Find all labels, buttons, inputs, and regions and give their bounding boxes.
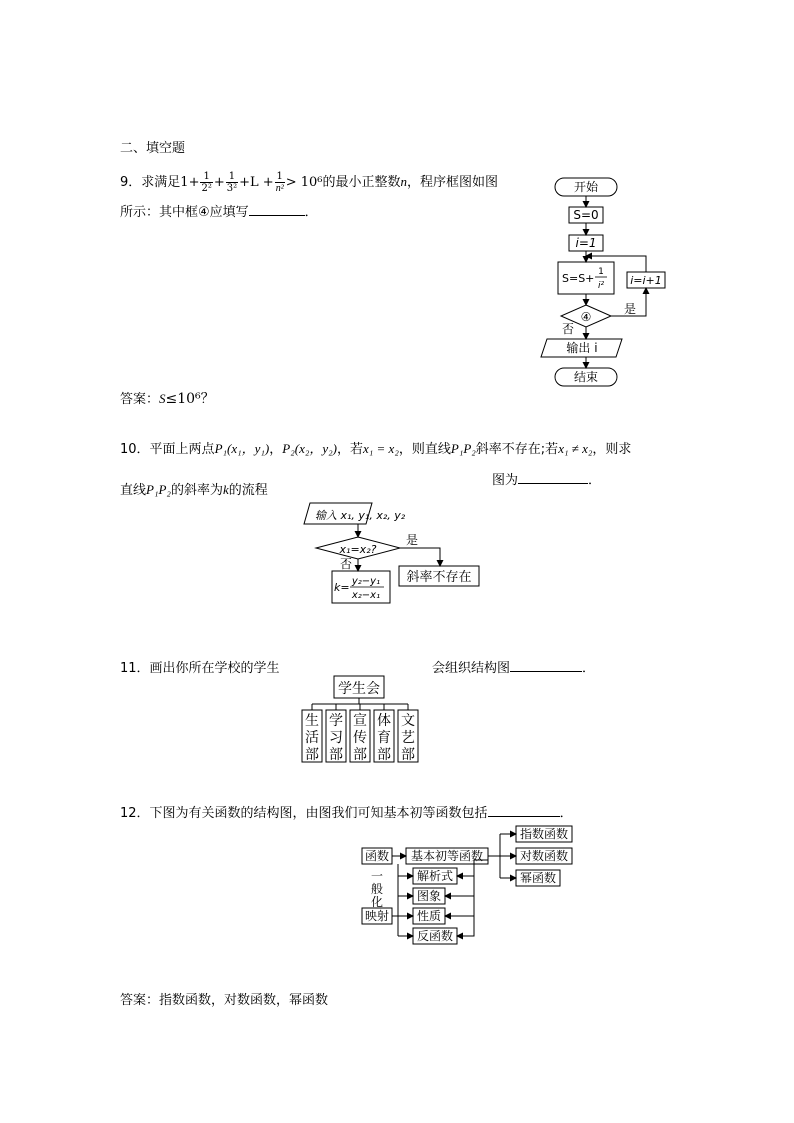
q11-number: 11． — [120, 661, 150, 676]
q12-answer-text: 指数函数，对数函数，幂函数 — [159, 993, 329, 1008]
q10-flow-k-num: y₂−y₁ — [351, 576, 381, 587]
q9-expr-1: 1+ — [180, 175, 200, 190]
q11-line1 — [120, 660, 280, 678]
q10-line-name: P₁P₂ — [450, 441, 476, 456]
q9-flow-incr: i=i+1 — [630, 274, 662, 287]
q12-general-1: 般 — [370, 882, 384, 896]
q12-analytic-box — [413, 868, 457, 884]
q9-plus2: +L + — [239, 175, 274, 190]
q10-line1 — [120, 440, 631, 459]
q10-comma: ， — [269, 442, 283, 457]
q12-func: 函数 — [364, 849, 390, 863]
q10-flow-no: 否 — [340, 557, 353, 571]
q9-flow-output-label: 输出 i — [566, 341, 598, 355]
q9-flow-s0-box — [569, 207, 603, 223]
section-title: 二、填空题 — [120, 141, 186, 156]
q11-child-0-1: 活 — [305, 730, 319, 746]
q12-number: 12． — [120, 806, 150, 821]
q11-child-0-2: 部 — [305, 747, 319, 763]
q9-flow-s0: S=0 — [573, 208, 599, 222]
q11-child-4-2: 部 — [401, 747, 415, 763]
q11-end: ． — [582, 661, 596, 676]
q12-mapping-box — [362, 908, 392, 924]
q9-flow-update-num: 1 — [598, 267, 604, 277]
q10-line2-b: P₁P₂ — [146, 482, 171, 497]
q12-log: 对数函数 — [519, 849, 569, 863]
q12-answer-blank[interactable] — [488, 816, 560, 817]
q10-flow-yes: 是 — [406, 533, 419, 547]
q12-text: 下图为有关函数的结构图，由图我们可知基本初等函数包括 — [149, 806, 488, 821]
q9-ineq: > 10⁶ — [285, 175, 323, 190]
q12-exp-box — [516, 826, 572, 842]
q11-child-2-1: 传 — [353, 730, 367, 746]
q10-flow-input — [304, 503, 372, 524]
q9-answer-rest: ≤10⁶？ — [165, 391, 215, 407]
q10-line2-tail — [492, 472, 601, 490]
q12-inverse: 反函数 — [416, 929, 454, 943]
q9-flow-start-box — [555, 178, 617, 196]
q9-flow-end-box — [555, 368, 617, 386]
q12-answer — [120, 992, 328, 1010]
q9-flow-update-den: i² — [597, 281, 605, 291]
q12-property: 性质 — [416, 909, 442, 923]
q11-child-0-0: 生 — [305, 713, 319, 729]
q10-p1: P₁(x₁，y₁) — [214, 441, 270, 456]
q9-number: 9． — [120, 175, 142, 190]
q9-flow-no: 否 — [562, 322, 575, 336]
q12-general-2: 化 — [370, 895, 384, 909]
q11-child-3-0: 体 — [377, 713, 391, 729]
q10-p2: P₂(x₂，y₂) — [282, 441, 337, 456]
q11-child-box-0 — [302, 710, 322, 762]
q10-cond2: x₁ ≠ x₂ — [558, 441, 593, 456]
q9-frac3: $\frac{1}{\text{n²}}$ — [275, 171, 284, 194]
q9-line2-end: ． — [304, 205, 318, 220]
q12-exp: 指数函数 — [519, 827, 569, 841]
q10-line2-k: k — [222, 482, 229, 497]
q11-child-1-0: 学 — [329, 713, 343, 729]
q11-text2: 会组织结构图 — [432, 661, 511, 676]
q9-line1 — [120, 170, 498, 195]
q9-flow-i1-box — [569, 235, 603, 251]
q11-child-1-1: 习 — [329, 730, 343, 746]
q10-text5: ，则求 — [592, 442, 632, 457]
q12-power: 幂函数 — [519, 871, 557, 885]
q11-child-2-2: 部 — [353, 747, 367, 763]
q9-answer-label: 答案： — [120, 392, 160, 407]
q10-text3: ，则直线 — [398, 442, 451, 457]
q11-child-3-2: 部 — [377, 747, 391, 763]
q12-func-box — [362, 848, 392, 864]
q11-child-box-4 — [398, 710, 418, 762]
q9-prefix: 求满足 — [141, 175, 181, 190]
q12-end: ． — [559, 806, 573, 821]
q10-line2-a: 直线 — [120, 483, 147, 498]
q9-var-n: n — [400, 174, 407, 189]
q10-number: 10． — [120, 442, 150, 457]
q12-general-0: 一 — [370, 869, 384, 883]
q11-answer-blank[interactable] — [510, 671, 582, 672]
q10-answer-blank[interactable] — [518, 483, 588, 484]
q12-line1 — [120, 805, 573, 823]
q11-child-box-1 — [326, 710, 346, 762]
q9-plus1: + — [213, 175, 225, 190]
q9-flow-incr-box — [627, 272, 665, 288]
q9-suffix2: ，程序框图如图 — [406, 175, 498, 190]
q10-flow-noslope-box — [399, 566, 479, 586]
q10-line2-d: 的流程 — [228, 483, 268, 498]
q9-flow-output — [541, 339, 622, 357]
q12-image: 图象 — [416, 889, 442, 903]
q9-flow-decision-label: ④ — [580, 310, 592, 324]
q10-line2-end: ． — [588, 473, 602, 488]
q12-answer-label: 答案： — [120, 993, 160, 1008]
q9-line2 — [120, 204, 318, 222]
q11-child-1-2: 部 — [329, 747, 343, 763]
q12-log-box — [516, 848, 572, 864]
q11-child-2-0: 宣 — [353, 713, 367, 729]
q10-flow-decision-label: x₁=x₂? — [339, 543, 377, 556]
q9-suffix: 的最小正整数 — [322, 175, 401, 190]
q10-cond1: x₁ = x₂ — [363, 441, 399, 456]
q12-mapping: 映射 — [364, 909, 390, 923]
q10-line2-e: 图为 — [492, 473, 519, 488]
q9-flow-i1: i=1 — [575, 236, 597, 250]
q10-flow-decision — [316, 537, 400, 559]
q9-frac2: $\frac{1}{\text{3²}}$ — [226, 171, 238, 194]
q10-line2-c: 的斜率为 — [170, 483, 223, 498]
q10-flow-k-box — [332, 571, 390, 603]
q12-power-box — [516, 870, 560, 886]
q9-flow-start: 开始 — [573, 180, 599, 194]
q11-child-box-3 — [374, 710, 394, 762]
q9-flow-update-box — [558, 262, 614, 294]
q9-flow-yes: 是 — [624, 302, 637, 316]
q12-basic-box — [406, 848, 488, 864]
q9-line2-text: 所示：其中框④应填写 — [120, 205, 249, 220]
q11-child-box-2 — [350, 710, 370, 762]
q12-inverse-box — [413, 928, 457, 944]
q10-flow-k-label: k= — [334, 581, 350, 594]
q10-line2 — [120, 481, 268, 500]
q10-flow-k-den: x₂−x₁ — [351, 590, 381, 601]
q10-flow-input-label: 输入 x₁, y₁, x₂, y₂ — [315, 509, 406, 522]
q11-text1: 画出你所在学校的学生 — [149, 661, 280, 676]
q9-answer-blank[interactable] — [249, 215, 305, 216]
q10-text1: 平面上两点 — [149, 442, 215, 457]
q9-frac1: $\frac{1}{\text{2²}}$ — [201, 171, 212, 194]
q11-root: 学生会 — [338, 681, 380, 697]
q12-image-box — [413, 888, 445, 904]
q12-basic: 基本初等函数 — [410, 849, 484, 863]
q10-text4: 斜率不存在;若 — [475, 442, 559, 457]
q10-flow-noslope: 斜率不存在 — [406, 570, 472, 585]
q11-root-box — [334, 676, 384, 698]
q11-child-4-1: 艺 — [401, 730, 415, 746]
q10-text2: ，若 — [336, 442, 363, 457]
q9-answer — [120, 390, 215, 409]
q12-analytic: 解析式 — [416, 869, 454, 883]
q11-child-4-0: 文 — [401, 713, 415, 729]
q11-line1-tail — [432, 660, 595, 678]
q9-flow-decision — [561, 305, 611, 327]
q12-property-box — [413, 908, 445, 924]
q11-child-3-1: 育 — [377, 730, 391, 746]
q9-answer-s: S — [159, 391, 166, 406]
q9-flow-end: 结束 — [573, 370, 599, 384]
q9-flow-update: S=S+ — [562, 272, 595, 285]
